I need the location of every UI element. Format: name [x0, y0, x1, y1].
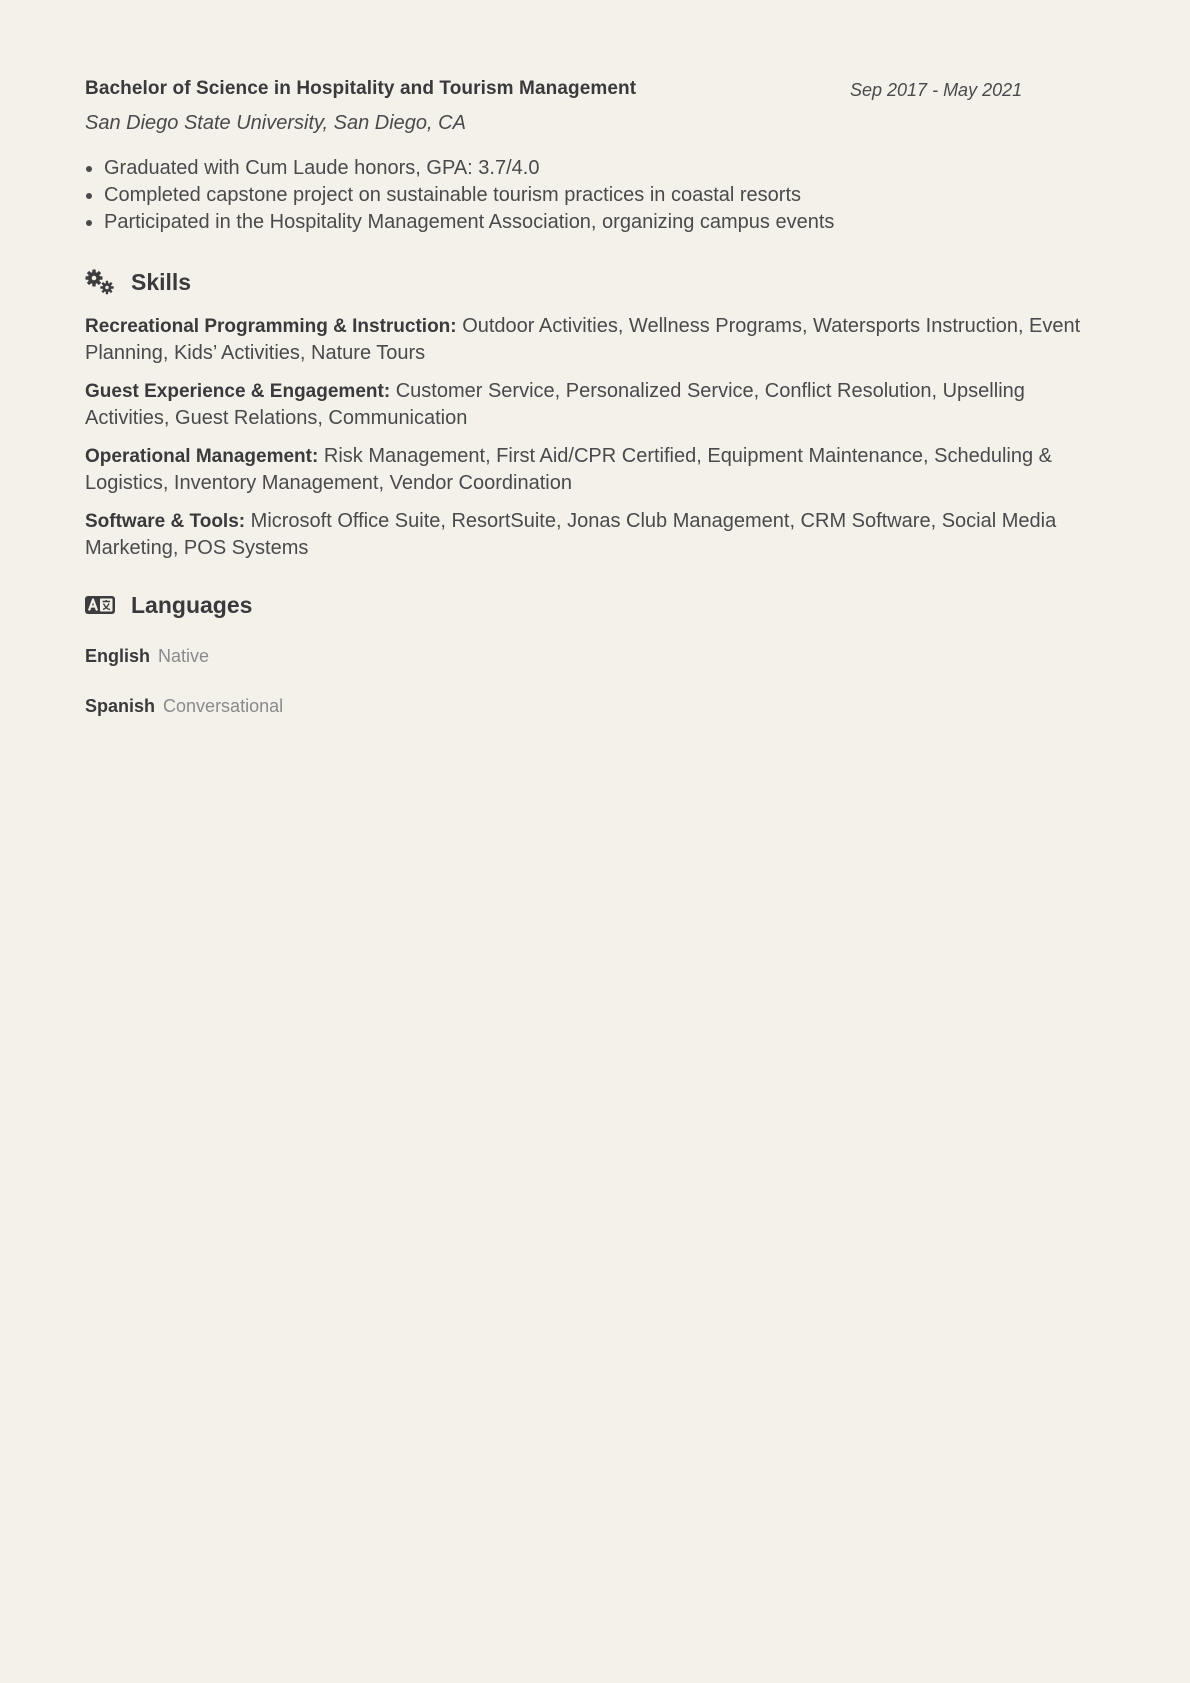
school-name: San Diego State University, San Diego, CA: [85, 112, 466, 134]
skill-value: Outdoor Activities, Wellness Programs, Watersports Instruction, Event Planning, Kids’ Activities, Nature Tours: [85, 315, 1081, 364]
skill-item: [85, 313, 1105, 367]
language-item: [85, 643, 1105, 669]
skills-list: [85, 313, 1105, 562]
skill-item: [85, 443, 1105, 497]
education-bullets: [85, 155, 1105, 236]
languages-title: Languages: [131, 591, 253, 618]
languages-section: [85, 589, 1105, 719]
skills-section: [85, 266, 1105, 562]
education-header: [85, 78, 1105, 106]
education-entry: [85, 78, 1105, 236]
languages-heading: [85, 589, 1105, 621]
skill-label: Guest Experience & Engagement:: [85, 381, 391, 402]
language-level: Conversational: [163, 696, 284, 716]
language-item: [85, 693, 1105, 719]
list-item: • Completed capstone project on sustainable tourism practices in coastal resorts: [104, 182, 1105, 209]
skill-label: Software & Tools:: [85, 511, 246, 532]
skill-value: Risk Management, First Aid/CPR Certified, Equipment Maintenance, Scheduling & Logistics, Inventory Management, Vendor Coordination: [85, 445, 1053, 494]
skill-value: Customer Service, Personalized Service, Conflict Resolution, Upselling Activities, Guest Relations, Communication: [85, 380, 1025, 429]
language-name: Spanish: [85, 696, 156, 716]
skills-title: Skills: [131, 268, 192, 295]
languages-list: [85, 643, 1105, 719]
skill-label: Recreational Programming & Instruction:: [85, 316, 457, 337]
list-item: • Graduated with Cum Laude honors, GPA: 3.7/4.0: [104, 155, 1105, 182]
language-icon: [85, 592, 115, 618]
resume-page: [85, 78, 1105, 743]
education-dates: Sep 2017 - May 2021: [850, 80, 1023, 100]
skill-item: [85, 508, 1105, 562]
language-level: Native: [158, 646, 210, 666]
list-item: • Participated in the Hospitality Management Association, organizing campus events: [104, 209, 1105, 236]
language-name: English: [85, 646, 151, 666]
skills-heading: [85, 266, 1105, 298]
gears-icon: [85, 269, 115, 295]
skill-label: Operational Management:: [85, 446, 319, 467]
skill-item: [85, 378, 1105, 432]
skill-value: Microsoft Office Suite, ResortSuite, Jonas Club Management, CRM Software, Social Media Marketing, POS Systems: [85, 510, 1057, 559]
degree-title: Bachelor of Science in Hospitality and Tourism Management: [85, 78, 637, 99]
